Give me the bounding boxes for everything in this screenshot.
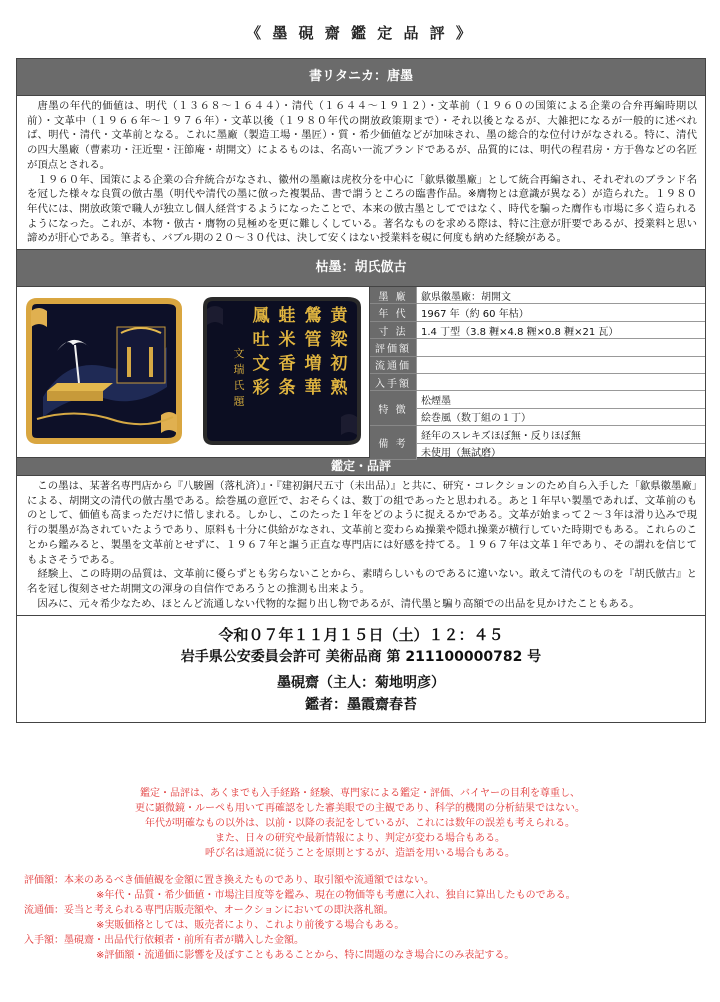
- spec-value: 1967 年（約 60 年枯）: [417, 304, 706, 321]
- brand-paragraph-2: １９６０年、国策による企業の合弁統合がなされ、徽州の墨廠は虎枚分を中心に「歙県徽墨廠」として統合再編され、それぞれのブランド名を冠した様々な良質の倣古墨（明代や清代の墨に倣った複製品、書で謂うところの臨書作品。※膺物とは意識が異なる）が造られた。１９８０年代には、開放政策で職人が独立し個人経営するようになったことで、本来の倣古墨としてではなく、時代を騙った膺作も市場に多く造られるようになった。これが、本物・倣古・膺物の見極めを更に難しくしている。著名なものを求める際は、特に注意が肝要であるが、授業料と思い諦めが肝心である。筆者も、バブル期の２０〜３０代は、決して安くはない授業料を硯に何度も納めた経験がある。: [27, 173, 697, 245]
- section-header-appraisal: 鑑定・品評: [17, 458, 705, 476]
- spec-row: [370, 391, 705, 408]
- appraisal-paragraph-3: 因みに、元々希少なため、ほとんど流通しない代物的な掘り出し物であるが、清代墨と騙り高額での出品を見かけたこともある。: [37, 597, 640, 610]
- ink-calligraphy-char: 熟: [330, 378, 348, 399]
- spec-label: 特 徴: [370, 391, 417, 426]
- ink-calligraphy-char: 増: [304, 354, 322, 375]
- ink-stick-photos: [17, 287, 370, 457]
- appraisal-date: 令和０７年１１月１５日（土）１２：４５: [218, 626, 504, 645]
- spec-label: 入手額: [370, 373, 417, 390]
- appraisal-paragraph-1: この墨は、某著名専門店から『八駿圖（落札済）』・『建初銅尺五寸（未出品）』と共に、研究・コレクションのため自ら入手した「歙県徽墨廠」による、胡開文の清代の倣古墨である。絵巻風の意匠で、おそらくは、数丁の組であったと思われる。あと１年早い製墨であれば、文革前のものとして、価値も高まっただけに惜しまれる。しかし、このたった１年をどのように捉えるかである。文革が始まって２〜３年は滑り込みで現行の製墨が為されていたようであり、原料も十分に供給がなされ、文革前と変わらぬ操業や隠れ操業が横行していた時期でもある。これらのことから鑑みると、製墨を文革前とせずに、１９６７年と謳う正直な専門店には好感を持てる。１９６７年は文革１年であり、その謂れを信じてもよさそうである。: [27, 480, 697, 566]
- spec-row: [370, 321, 705, 338]
- spec-value: 歙県徽墨廠：胡開文: [417, 287, 706, 304]
- disclaimer-notes: [0, 786, 720, 963]
- note-line: また、日々の研究や最新情報により、判定が変わる場合もある。: [215, 833, 505, 844]
- definition-market-price-note: ※実販価格としては、販売者により、これより前後する場合もある。: [96, 920, 405, 931]
- spec-value: 松煙墨: [417, 391, 706, 408]
- ink-signature-char: 瑞: [233, 363, 245, 377]
- ink-calligraphy-char: 梁: [330, 330, 348, 351]
- spec-row: [370, 443, 705, 460]
- ink-calligraphy-char: 文: [252, 354, 270, 375]
- spec-row: [370, 426, 705, 443]
- document-title: 《 墨 硯 齋 鑑 定 品 評 》: [246, 24, 474, 42]
- spec-label: 墨 廠: [370, 287, 417, 304]
- ink-calligraphy-char: 彩: [252, 378, 270, 399]
- appraisal-stamp: [17, 615, 705, 722]
- ink-signature-char: 題: [233, 395, 245, 409]
- brand-description: [17, 96, 705, 249]
- brand-paragraph-1: 唐墨の年代的価値は、明代（１３６８〜１６４４）・清代（１６４４〜１９１２）・文革前（１９６０の国策による企業の合弁再編時期以前）・文革中（１９６６年〜１９７６年）・文革以後（１９８０年代の開放政策期まで）・それ以後となるが、大雑把になるが一般的に述べれば、明代・清代・文革前となる。これに墨廠（製造工場・墨匠）・質・希少価値などが加味され、墨の総合的な位付けがなされる。特に、清代の四大墨廠（曹素功・汪近聖・汪節庵・胡開文）によるものは、名高い一流ブランドであるが、品質的には、明代の程君房・方于魯などの名匠が頂点とされる。: [27, 100, 697, 171]
- shop-name: 墨硯齋（主人：菊地明彦）: [277, 675, 445, 692]
- spec-label: 寸 法: [370, 321, 417, 338]
- ink-calligraphy-char: 米: [278, 330, 296, 351]
- note-line: 年代が明確なもの以外は、以前・以降の表記をしているが、これには数年の誤差も考えられる。: [145, 818, 575, 829]
- spec-row: [370, 339, 705, 356]
- ink-stick-images: [17, 287, 369, 457]
- spec-value: [417, 356, 706, 373]
- definition-purchase-price: 入手額：墨硯齋・出品代行依頼者・前所有者が購入した金額。: [24, 935, 304, 946]
- ink-calligraphy-char: 初: [330, 354, 348, 375]
- ink-signature-char: 文: [233, 347, 245, 361]
- spec-value: 未使用（無試磨）: [421, 448, 501, 460]
- spec-label: 備 考: [370, 426, 417, 460]
- ink-calligraphy-char: 華: [304, 378, 322, 399]
- definition-market-price: 流通価：妥当と考えられる専門店販売額や、オークションにおいての即決落札額。: [24, 905, 394, 916]
- spec-label: 評価額: [370, 339, 417, 356]
- spec-label: 年 代: [370, 304, 417, 321]
- spec-row: [370, 287, 705, 304]
- definition-valuation: 評価額：本来のあるべき価値観を金額に置き換えたものであり、取引額や流通額ではない。: [24, 875, 434, 886]
- ink-calligraphy-char: 条: [278, 378, 296, 399]
- ink-calligraphy-char: 鶯: [304, 306, 322, 327]
- spec-value: 経年のスレキズほぼ無・反りほぼ無: [417, 426, 706, 443]
- item-details: [17, 287, 705, 458]
- appraisal-sheet: [16, 58, 706, 723]
- section-header-brand: 書リタニカ：唐墨: [17, 59, 705, 96]
- appraisal-text: [17, 476, 705, 615]
- spec-value: 1.4 丁型（3.8 糎×4.8 糎×0.8 糎×21 瓦）: [417, 321, 706, 338]
- spec-value: [417, 373, 706, 390]
- spec-value: [417, 339, 706, 356]
- dealer-license: 岩手県公安委員会許可 美術品商 第 211100000782 号: [180, 649, 542, 666]
- spec-table: [370, 287, 705, 460]
- spec-row: [370, 304, 705, 321]
- ink-calligraphy-char: 蛙: [278, 306, 296, 327]
- section-header-item: 枯墨：胡氏倣古: [17, 249, 705, 287]
- note-line: 更に顕微鏡・ルーペも用いて再確認をした審美眼での主観であり、科学的機関の分析結果ではない。: [135, 803, 585, 814]
- appraisal-paragraph-2: 経験上、この時期の品質は、文革前に優らずとも劣らないことから、素晴らしいものであるに違いない。敢えて清代のものを『胡氏倣古』と名を冠し復刻させた胡開文の渾身の自信作であろうとの推測も出来よう。: [27, 568, 697, 595]
- definition-valuation-note: ※年代・品質・希少価値・市場注目度等を鑑み、現在の物価等も考慮に入れ、独自に算出したものである。: [96, 890, 576, 901]
- ink-calligraphy-char: 香: [278, 354, 296, 375]
- note-line: 呼び名は通説に従うことを原則とするが、造語を用いる場合もある。: [205, 848, 515, 859]
- spec-value: 絵巻風（数丁組の１丁）: [417, 408, 706, 425]
- ink-calligraphy-char: 吐: [252, 330, 270, 351]
- spec-label: 流通価: [370, 356, 417, 373]
- appraiser-name: 鑑者：墨霞齋春苔: [305, 697, 417, 714]
- ink-stick-front-image: [29, 301, 179, 441]
- ink-calligraphy-char: 管: [304, 330, 322, 351]
- note-line: 鑑定・品評は、あくまでも入手経路・経験、専門家による鑑定・評価、バイヤーの目利を尊重し、: [140, 788, 580, 799]
- spec-row: [370, 356, 705, 373]
- ink-signature-char: 氏: [233, 379, 245, 393]
- spec-row: [370, 408, 705, 425]
- spec-row: [370, 373, 705, 390]
- ink-calligraphy-char: 鳳: [252, 306, 270, 327]
- ink-calligraphy-char: 黄: [330, 306, 348, 327]
- definition-purchase-price-note: ※評価額・流通価に影響を及ぼすこともあることから、特に問題のなき場合にのみ表記する。: [96, 950, 515, 961]
